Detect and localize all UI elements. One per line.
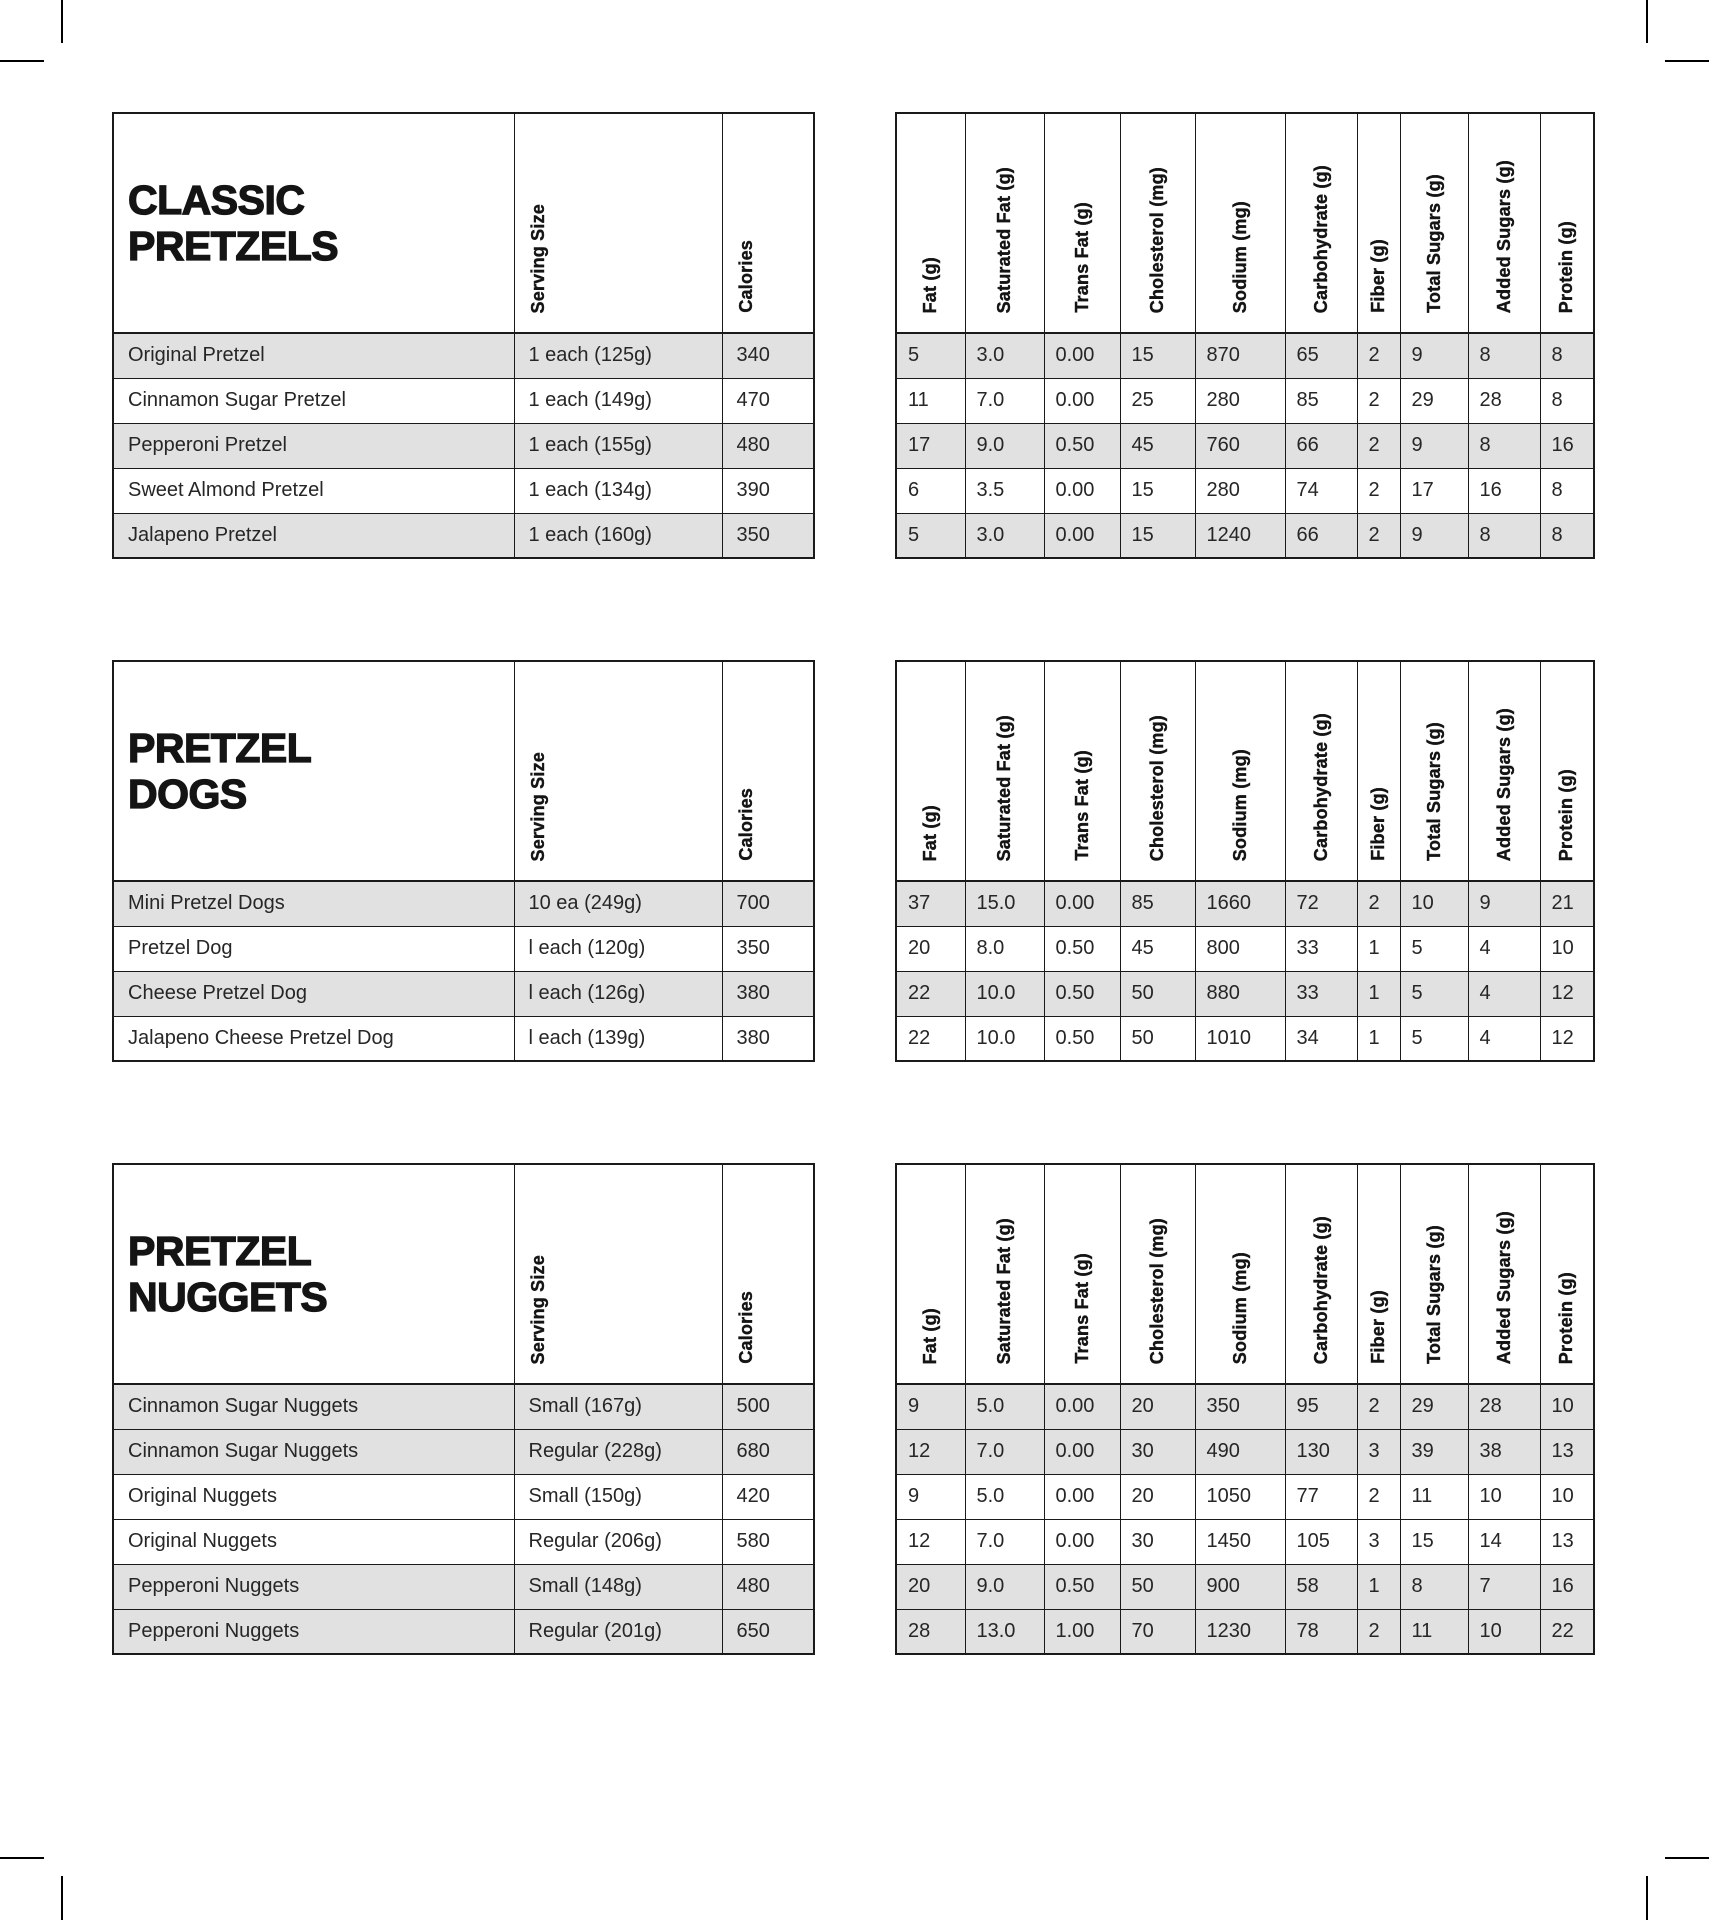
nutrition-header-row	[896, 113, 1594, 333]
serving-size-cell: 1 each (134g)	[514, 468, 722, 513]
nutrition-value-cell: 8	[1468, 333, 1540, 378]
nutrition-value-cell: 0.00	[1044, 468, 1120, 513]
serving-size-cell: Small (167g)	[514, 1384, 722, 1429]
nutrition-column-header: Sodium (mg)	[1195, 1164, 1285, 1384]
menu-item-row	[113, 881, 814, 926]
nutrition-value-cell: 5	[896, 333, 965, 378]
nutrition-value-cell: 130	[1285, 1429, 1357, 1474]
nutrition-value-cell: 0.00	[1044, 1384, 1120, 1429]
nutrition-value-cell: 12	[1540, 971, 1594, 1016]
nutrition-value-cell: 2	[1357, 1384, 1400, 1429]
nutrition-values-row	[896, 926, 1594, 971]
nutrition-value-cell: 8	[1400, 1564, 1468, 1609]
nutrition-column-header: Fat (g)	[896, 661, 965, 881]
nutrition-column-header: Total Sugars (g)	[1400, 113, 1468, 333]
nutrition-value-cell: 22	[1540, 1609, 1594, 1654]
nutrition-value-cell: 5	[1400, 971, 1468, 1016]
nutrition-value-cell: 0.00	[1044, 1474, 1120, 1519]
nutrition-value-cell: 50	[1120, 971, 1195, 1016]
nutrition-value-cell: 5	[896, 513, 965, 558]
calories-header: Calories	[722, 1164, 814, 1384]
nutrition-value-cell: 58	[1285, 1564, 1357, 1609]
nutrition-value-cell: 105	[1285, 1519, 1357, 1564]
nutrition-value-cell: 45	[1120, 926, 1195, 971]
item-name-cell: Jalapeno Cheese Pretzel Dog	[113, 1016, 514, 1061]
serving-size-cell: Regular (201g)	[514, 1609, 722, 1654]
nutrition-value-cell: 12	[896, 1429, 965, 1474]
nutrition-value-cell: 1.00	[1044, 1609, 1120, 1654]
nutrition-value-cell: 70	[1120, 1609, 1195, 1654]
nutrition-values-row	[896, 1609, 1594, 1654]
nutrition-value-cell: 7.0	[965, 378, 1044, 423]
calories-header: Calories	[722, 113, 814, 333]
nutrition-value-cell: 2	[1357, 333, 1400, 378]
nutrition-column-header: Fiber (g)	[1357, 1164, 1400, 1384]
nutrition-value-cell: 33	[1285, 971, 1357, 1016]
menu-item-row	[113, 1429, 814, 1474]
nutrition-value-cell: 95	[1285, 1384, 1357, 1429]
nutrition-value-cell: 2	[1357, 468, 1400, 513]
nutrition-value-cell: 77	[1285, 1474, 1357, 1519]
nutrition-value-cell: 880	[1195, 971, 1285, 1016]
nutrition-values-row	[896, 1384, 1594, 1429]
nutrition-value-cell: 1450	[1195, 1519, 1285, 1564]
calories-cell: 500	[722, 1384, 814, 1429]
nutrition-value-cell: 13	[1540, 1519, 1594, 1564]
nutrition-value-cell: 2	[1357, 1609, 1400, 1654]
calories-cell: 350	[722, 926, 814, 971]
nutrition-value-cell: 14	[1468, 1519, 1540, 1564]
nutrition-value-cell: 0.00	[1044, 881, 1120, 926]
nutrition-values-row	[896, 423, 1594, 468]
item-name-cell: Pepperoni Pretzel	[113, 423, 514, 468]
menu-item-row	[113, 1016, 814, 1061]
nutrition-value-cell: 4	[1468, 971, 1540, 1016]
nutrition-value-cell: 15	[1120, 333, 1195, 378]
calories-cell: 340	[722, 333, 814, 378]
nutrition-column-header: Cholesterol (mg)	[1120, 661, 1195, 881]
nutrition-values-row	[896, 881, 1594, 926]
nutrition-value-cell: 0.50	[1044, 423, 1120, 468]
nutrition-value-cell: 85	[1120, 881, 1195, 926]
nutrition-column-header: Fiber (g)	[1357, 113, 1400, 333]
nutrition-value-cell: 0.00	[1044, 1429, 1120, 1474]
nutrition-values-row	[896, 378, 1594, 423]
serving-size-cell: 1 each (155g)	[514, 423, 722, 468]
items-header-row	[113, 113, 814, 333]
nutrition-value-cell: 15	[1400, 1519, 1468, 1564]
nutrition-table	[895, 1163, 1595, 1655]
menu-item-row	[113, 926, 814, 971]
nutrition-value-cell: 9	[1400, 513, 1468, 558]
nutrition-value-cell: 16	[1468, 468, 1540, 513]
crop-mark-bottom-left-horizontal	[0, 1857, 44, 1859]
nutrition-column-header: Fiber (g)	[1357, 661, 1400, 881]
nutrition-column-header: Trans Fat (g)	[1044, 661, 1120, 881]
serving-size-cell: 1 each (149g)	[514, 378, 722, 423]
item-name-cell: Original Pretzel	[113, 333, 514, 378]
item-name-cell: Cinnamon Sugar Pretzel	[113, 378, 514, 423]
nutrition-value-cell: 78	[1285, 1609, 1357, 1654]
nutrition-value-cell: 2	[1357, 1474, 1400, 1519]
nutrition-value-cell: 1	[1357, 971, 1400, 1016]
items-header-row	[113, 661, 814, 881]
nutrition-value-cell: 17	[896, 423, 965, 468]
nutrition-value-cell: 21	[1540, 881, 1594, 926]
crop-mark-bottom-left-vertical	[61, 1876, 63, 1920]
nutrition-value-cell: 12	[1540, 1016, 1594, 1061]
menu-item-row	[113, 378, 814, 423]
nutrition-column-header: Fat (g)	[896, 113, 965, 333]
item-name-cell: Cheese Pretzel Dog	[113, 971, 514, 1016]
nutrition-value-cell: 5	[1400, 1016, 1468, 1061]
nutrition-value-cell: 4	[1468, 1016, 1540, 1061]
nutrition-value-cell: 9	[1400, 423, 1468, 468]
calories-cell: 480	[722, 1564, 814, 1609]
values-body	[896, 881, 1594, 1061]
serving-size-cell: l each (126g)	[514, 971, 722, 1016]
nutrition-value-cell: 2	[1357, 423, 1400, 468]
nutrition-value-cell: 15.0	[965, 881, 1044, 926]
nutrition-value-cell: 1	[1357, 1016, 1400, 1061]
nutrition-column-header: Cholesterol (mg)	[1120, 113, 1195, 333]
nutrition-value-cell: 29	[1400, 1384, 1468, 1429]
nutrition-value-cell: 3.0	[965, 513, 1044, 558]
nutrition-value-cell: 8	[1540, 333, 1594, 378]
nutrition-value-cell: 3.0	[965, 333, 1044, 378]
menu-section	[112, 660, 1595, 1062]
calories-cell: 420	[722, 1474, 814, 1519]
menu-item-row	[113, 513, 814, 558]
nutrition-value-cell: 13.0	[965, 1609, 1044, 1654]
nutrition-column-header: Saturated Fat (g)	[965, 1164, 1044, 1384]
calories-cell: 380	[722, 971, 814, 1016]
nutrition-value-cell: 45	[1120, 423, 1195, 468]
calories-cell: 650	[722, 1609, 814, 1654]
nutrition-column-header: Protein (g)	[1540, 113, 1594, 333]
serving-size-header: Serving Size	[514, 113, 722, 333]
crop-mark-top-right-horizontal	[1665, 60, 1709, 62]
nutrition-value-cell: 5.0	[965, 1474, 1044, 1519]
nutrition-values-row	[896, 333, 1594, 378]
item-name-cell: Sweet Almond Pretzel	[113, 468, 514, 513]
crop-mark-top-right-vertical	[1646, 0, 1648, 43]
nutrition-column-header: Fat (g)	[896, 1164, 965, 1384]
crop-mark-bottom-right-horizontal	[1665, 1857, 1709, 1859]
nutrition-value-cell: 38	[1468, 1429, 1540, 1474]
item-name-cell: Cinnamon Sugar Nuggets	[113, 1429, 514, 1474]
nutrition-value-cell: 20	[896, 926, 965, 971]
nutrition-value-cell: 0.00	[1044, 513, 1120, 558]
crop-mark-top-left-horizontal	[0, 60, 44, 62]
nutrition-value-cell: 0.00	[1044, 1519, 1120, 1564]
menu-sections	[112, 112, 1595, 1756]
nutrition-value-cell: 66	[1285, 423, 1357, 468]
nutrition-value-cell: 2	[1357, 513, 1400, 558]
crop-mark-bottom-right-vertical	[1646, 1876, 1648, 1920]
serving-size-cell: Regular (206g)	[514, 1519, 722, 1564]
nutrition-value-cell: 37	[896, 881, 965, 926]
items-body	[113, 881, 814, 1061]
nutrition-value-cell: 10.0	[965, 1016, 1044, 1061]
nutrition-value-cell: 3.5	[965, 468, 1044, 513]
menu-item-row	[113, 423, 814, 468]
nutrition-values-row	[896, 1429, 1594, 1474]
nutrition-value-cell: 1010	[1195, 1016, 1285, 1061]
nutrition-value-cell: 7.0	[965, 1429, 1044, 1474]
nutrition-value-cell: 3	[1357, 1429, 1400, 1474]
nutrition-value-cell: 900	[1195, 1564, 1285, 1609]
nutrition-column-header: Cholesterol (mg)	[1120, 1164, 1195, 1384]
calories-cell: 700	[722, 881, 814, 926]
calories-cell: 380	[722, 1016, 814, 1061]
nutrition-value-cell: 1660	[1195, 881, 1285, 926]
nutrition-value-cell: 0.50	[1044, 1564, 1120, 1609]
nutrition-value-cell: 490	[1195, 1429, 1285, 1474]
item-name-cell: Mini Pretzel Dogs	[113, 881, 514, 926]
nutrition-value-cell: 8.0	[965, 926, 1044, 971]
nutrition-column-header: Sodium (mg)	[1195, 661, 1285, 881]
calories-cell: 680	[722, 1429, 814, 1474]
serving-size-cell: Regular (228g)	[514, 1429, 722, 1474]
serving-size-cell: l each (139g)	[514, 1016, 722, 1061]
menu-item-row	[113, 1564, 814, 1609]
serving-size-cell: l each (120g)	[514, 926, 722, 971]
nutrition-value-cell: 28	[1468, 1384, 1540, 1429]
items-body	[113, 1384, 814, 1654]
items-header-row	[113, 1164, 814, 1384]
nutrition-table	[895, 112, 1595, 559]
nutrition-value-cell: 74	[1285, 468, 1357, 513]
nutrition-value-cell: 29	[1400, 378, 1468, 423]
nutrition-column-header: Protein (g)	[1540, 661, 1594, 881]
nutrition-value-cell: 11	[1400, 1609, 1468, 1654]
nutrition-value-cell: 50	[1120, 1016, 1195, 1061]
nutrition-value-cell: 0.50	[1044, 926, 1120, 971]
nutrition-value-cell: 8	[1540, 513, 1594, 558]
crop-mark-top-left-vertical	[61, 0, 63, 43]
nutrition-value-cell: 30	[1120, 1519, 1195, 1564]
nutrition-value-cell: 9	[1468, 881, 1540, 926]
nutrition-value-cell: 22	[896, 1016, 965, 1061]
nutrition-value-cell: 5.0	[965, 1384, 1044, 1429]
nutrition-value-cell: 11	[1400, 1474, 1468, 1519]
nutrition-value-cell: 760	[1195, 423, 1285, 468]
nutrition-value-cell: 9	[896, 1384, 965, 1429]
menu-item-row	[113, 333, 814, 378]
item-name-cell: Original Nuggets	[113, 1474, 514, 1519]
nutrition-column-header: Added Sugars (g)	[1468, 661, 1540, 881]
nutrition-value-cell: 16	[1540, 1564, 1594, 1609]
values-body	[896, 333, 1594, 558]
menu-section	[112, 112, 1595, 559]
nutrition-value-cell: 10	[1468, 1609, 1540, 1654]
nutrition-value-cell: 12	[896, 1519, 965, 1564]
menu-section	[112, 1163, 1595, 1655]
nutrition-value-cell: 1050	[1195, 1474, 1285, 1519]
nutrition-value-cell: 1240	[1195, 513, 1285, 558]
nutrition-header-row	[896, 1164, 1594, 1384]
nutrition-value-cell: 85	[1285, 378, 1357, 423]
nutrition-value-cell: 350	[1195, 1384, 1285, 1429]
nutrition-value-cell: 20	[896, 1564, 965, 1609]
menu-item-row	[113, 1519, 814, 1564]
nutrition-value-cell: 1	[1357, 926, 1400, 971]
nutrition-values-row	[896, 1519, 1594, 1564]
nutrition-value-cell: 15	[1120, 513, 1195, 558]
nutrition-value-cell: 8	[1468, 423, 1540, 468]
serving-size-cell: Small (148g)	[514, 1564, 722, 1609]
menu-item-row	[113, 1474, 814, 1519]
nutrition-value-cell: 13	[1540, 1429, 1594, 1474]
nutrition-value-cell: 34	[1285, 1016, 1357, 1061]
nutrition-value-cell: 1230	[1195, 1609, 1285, 1654]
nutrition-value-cell: 11	[896, 378, 965, 423]
nutrition-value-cell: 1	[1357, 1564, 1400, 1609]
nutrition-column-header: Trans Fat (g)	[1044, 113, 1120, 333]
nutrition-value-cell: 20	[1120, 1474, 1195, 1519]
nutrition-value-cell: 6	[896, 468, 965, 513]
item-name-cell: Pepperoni Nuggets	[113, 1564, 514, 1609]
nutrition-values-row	[896, 971, 1594, 1016]
item-name-cell: Pepperoni Nuggets	[113, 1609, 514, 1654]
nutrition-column-header: Saturated Fat (g)	[965, 113, 1044, 333]
nutrition-values-row	[896, 1474, 1594, 1519]
nutrition-value-cell: 9.0	[965, 423, 1044, 468]
nutrition-column-header: Carbohydrate (g)	[1285, 113, 1357, 333]
nutrition-value-cell: 33	[1285, 926, 1357, 971]
nutrition-column-header: Protein (g)	[1540, 1164, 1594, 1384]
nutrition-value-cell: 9	[1400, 333, 1468, 378]
section-title: PRETZEL NUGGETS	[128, 1227, 328, 1320]
nutrition-value-cell: 72	[1285, 881, 1357, 926]
serving-size-cell: Small (150g)	[514, 1474, 722, 1519]
section-title: CLASSIC PRETZELS	[128, 176, 339, 269]
nutrition-value-cell: 280	[1195, 378, 1285, 423]
nutrition-value-cell: 25	[1120, 378, 1195, 423]
nutrition-value-cell: 15	[1120, 468, 1195, 513]
serving-size-cell: 1 each (160g)	[514, 513, 722, 558]
nutrition-value-cell: 10	[1540, 926, 1594, 971]
nutrition-value-cell: 22	[896, 971, 965, 1016]
nutrition-column-header: Total Sugars (g)	[1400, 661, 1468, 881]
nutrition-column-header: Carbohydrate (g)	[1285, 1164, 1357, 1384]
serving-size-header: Serving Size	[514, 661, 722, 881]
nutrition-column-header: Trans Fat (g)	[1044, 1164, 1120, 1384]
nutrition-table	[895, 660, 1595, 1062]
nutrition-value-cell: 9.0	[965, 1564, 1044, 1609]
nutrition-value-cell: 20	[1120, 1384, 1195, 1429]
item-name-cell: Original Nuggets	[113, 1519, 514, 1564]
nutrition-value-cell: 0.50	[1044, 971, 1120, 1016]
nutrition-value-cell: 2	[1357, 881, 1400, 926]
nutrition-value-cell: 4	[1468, 926, 1540, 971]
nutrition-value-cell: 28	[1468, 378, 1540, 423]
nutrition-value-cell: 870	[1195, 333, 1285, 378]
item-name-cell: Jalapeno Pretzel	[113, 513, 514, 558]
calories-cell: 480	[722, 423, 814, 468]
nutrition-value-cell: 10.0	[965, 971, 1044, 1016]
section-title: PRETZEL DOGS	[128, 724, 312, 817]
nutrition-column-header: Carbohydrate (g)	[1285, 661, 1357, 881]
serving-size-header: Serving Size	[514, 1164, 722, 1384]
nutrition-column-header: Saturated Fat (g)	[965, 661, 1044, 881]
nutrition-value-cell: 17	[1400, 468, 1468, 513]
nutrition-column-header: Sodium (mg)	[1195, 113, 1285, 333]
serving-size-cell: 10 ea (249g)	[514, 881, 722, 926]
serving-size-cell: 1 each (125g)	[514, 333, 722, 378]
nutrition-value-cell: 8	[1468, 513, 1540, 558]
nutrition-column-header: Added Sugars (g)	[1468, 1164, 1540, 1384]
calories-cell: 350	[722, 513, 814, 558]
nutrition-value-cell: 65	[1285, 333, 1357, 378]
nutrition-values-row	[896, 1016, 1594, 1061]
nutrition-column-header: Added Sugars (g)	[1468, 113, 1540, 333]
menu-item-row	[113, 971, 814, 1016]
nutrition-value-cell: 10	[1400, 881, 1468, 926]
nutrition-values-row	[896, 1564, 1594, 1609]
nutrition-values-row	[896, 513, 1594, 558]
nutrition-value-cell: 0.00	[1044, 378, 1120, 423]
item-name-cell: Cinnamon Sugar Nuggets	[113, 1384, 514, 1429]
nutrition-value-cell: 9	[896, 1474, 965, 1519]
nutrition-value-cell: 5	[1400, 926, 1468, 971]
calories-cell: 580	[722, 1519, 814, 1564]
items-body	[113, 333, 814, 558]
items-table	[112, 112, 815, 559]
nutrition-value-cell: 7	[1468, 1564, 1540, 1609]
calories-cell: 470	[722, 378, 814, 423]
menu-item-row	[113, 1384, 814, 1429]
item-name-cell: Pretzel Dog	[113, 926, 514, 971]
nutrition-values-row	[896, 468, 1594, 513]
calories-cell: 390	[722, 468, 814, 513]
nutrition-header-row	[896, 661, 1594, 881]
menu-item-row	[113, 468, 814, 513]
nutrition-value-cell: 3	[1357, 1519, 1400, 1564]
nutrition-value-cell: 10	[1540, 1474, 1594, 1519]
nutrition-value-cell: 16	[1540, 423, 1594, 468]
nutrition-value-cell: 0.00	[1044, 333, 1120, 378]
nutrition-value-cell: 10	[1540, 1384, 1594, 1429]
nutrition-value-cell: 8	[1540, 468, 1594, 513]
calories-header: Calories	[722, 661, 814, 881]
nutrition-value-cell: 50	[1120, 1564, 1195, 1609]
items-table	[112, 1163, 815, 1655]
nutrition-value-cell: 30	[1120, 1429, 1195, 1474]
nutrition-value-cell: 0.50	[1044, 1016, 1120, 1061]
nutrition-value-cell: 7.0	[965, 1519, 1044, 1564]
nutrition-value-cell: 2	[1357, 378, 1400, 423]
nutrition-column-header: Total Sugars (g)	[1400, 1164, 1468, 1384]
items-table	[112, 660, 815, 1062]
nutrition-value-cell: 800	[1195, 926, 1285, 971]
nutrition-value-cell: 280	[1195, 468, 1285, 513]
nutrition-value-cell: 8	[1540, 378, 1594, 423]
menu-item-row	[113, 1609, 814, 1654]
nutrition-value-cell: 39	[1400, 1429, 1468, 1474]
nutrition-value-cell: 28	[896, 1609, 965, 1654]
nutrition-value-cell: 10	[1468, 1474, 1540, 1519]
nutrition-value-cell: 66	[1285, 513, 1357, 558]
values-body	[896, 1384, 1594, 1654]
